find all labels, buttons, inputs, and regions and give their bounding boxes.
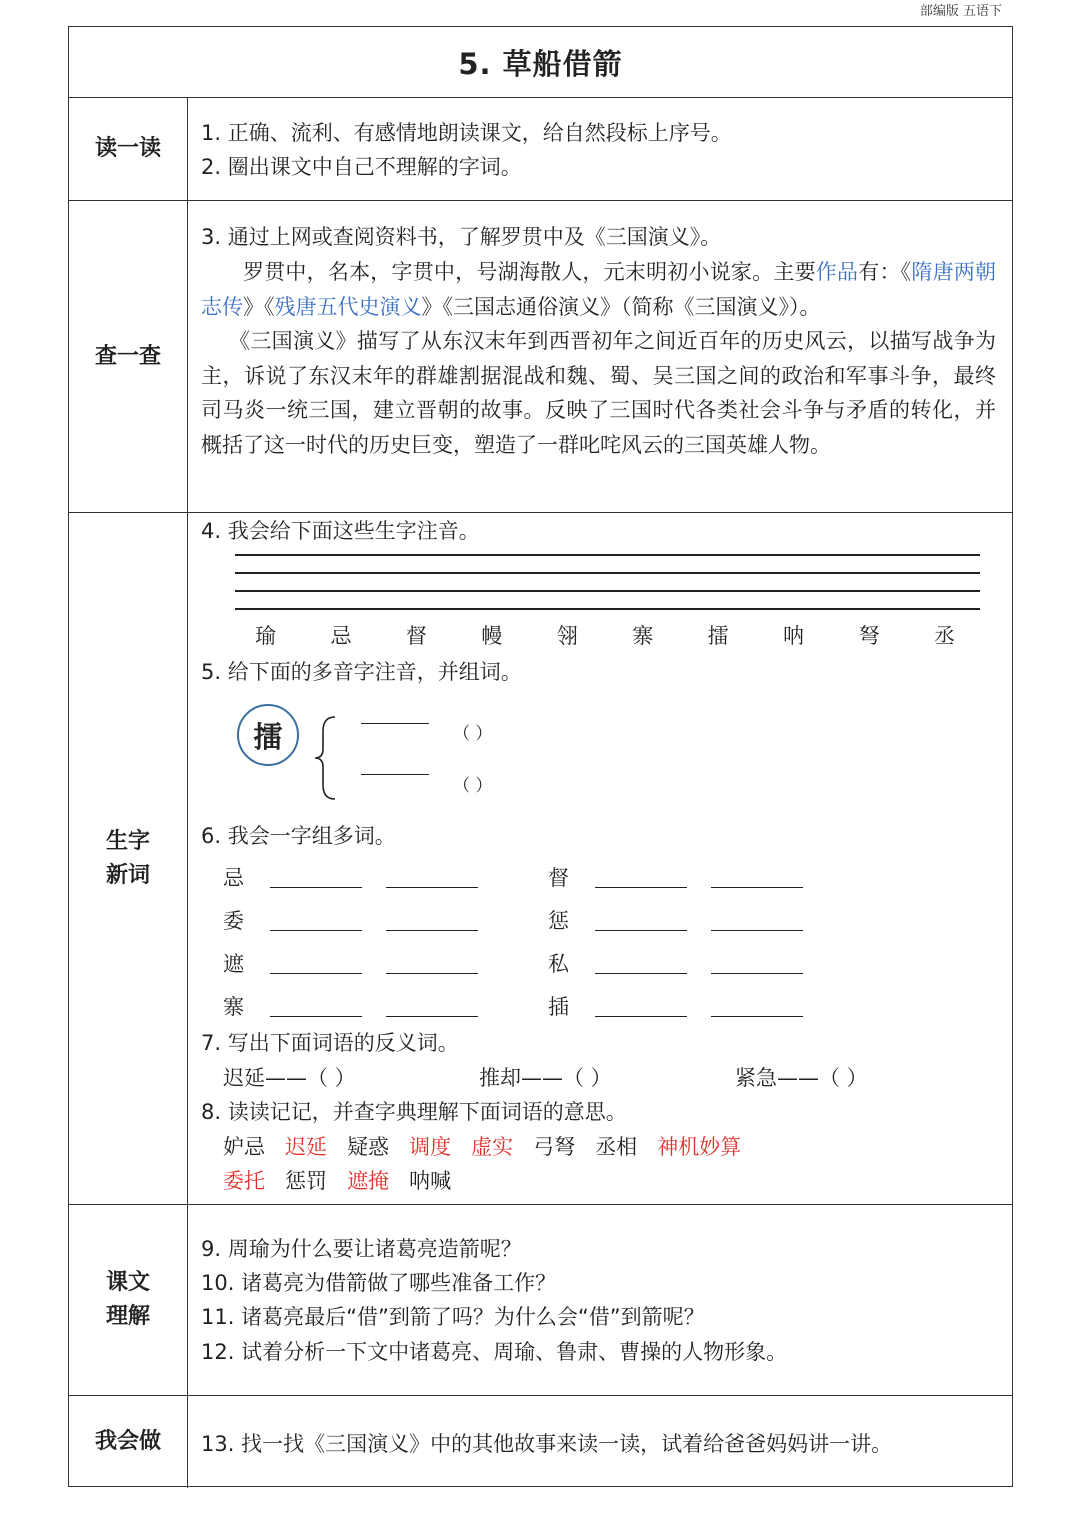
- understand-label-line2: 理解: [105, 1304, 150, 1329]
- section-label-understand: [69, 1205, 188, 1395]
- group-char: 寨: [223, 995, 244, 1019]
- group-char: 督: [548, 866, 569, 890]
- vocab-word: 委托: [223, 1169, 265, 1193]
- pinyin-blank[interactable]: [361, 723, 429, 724]
- antonym-item[interactable]: 迟延——（ ）: [223, 1066, 356, 1090]
- sanguo-summary: 《三国演义》描写了从东汉末年到西晋初年之间近百年的历史风云，以描写战争为主，诉说了东汉末年的群雄割据混战和魏、蜀、吴三国之间的政治和军事斗争，最终司马炎一统三国，建立晋朝的故事。反映了三国时代各类社会斗争与矛盾的转化，并概括了这一时代的历史巨变，塑造了一群叱咤风云的三国英雄人物。: [201, 329, 996, 457]
- pinyin-char: 擂: [707, 624, 729, 648]
- group-char: 插: [548, 995, 569, 1019]
- pinyin-char: 督: [405, 624, 427, 648]
- understand-item-11: 11. 诸葛亮最后“借”到箭了吗？为什么会“借”到箭呢？: [201, 1305, 705, 1329]
- word-blank[interactable]: [711, 930, 803, 931]
- word-paren[interactable]: （ ）: [453, 776, 493, 796]
- group-char: 私: [548, 952, 569, 976]
- word-blank[interactable]: [270, 887, 362, 888]
- word-blank[interactable]: [711, 887, 803, 888]
- pinyin-char: 翎: [556, 624, 578, 648]
- word-blank[interactable]: [386, 887, 478, 888]
- word-blank[interactable]: [386, 973, 478, 974]
- pinyin-blank[interactable]: [361, 774, 429, 775]
- vocab-word-row-2: [223, 1165, 451, 1195]
- polyphone-char-circle: 擂: [237, 704, 299, 766]
- vocab-word: 遮掩: [347, 1169, 390, 1193]
- pinyin-char: 寨: [632, 624, 654, 648]
- antonym-item[interactable]: 推却——（ ）: [479, 1066, 612, 1090]
- bio-prefix: 罗贯中，名本，字贯中，号湖海散人，元末明初小说家。主要: [243, 260, 816, 284]
- read-item-1: 1. 正确、流利、有感情地朗读课文，给自然段标上序号。: [201, 121, 732, 145]
- word-blank[interactable]: [270, 930, 362, 931]
- section-understand: [69, 1204, 1012, 1395]
- word-blank[interactable]: [711, 973, 803, 974]
- vocab-word: 呐喊: [409, 1169, 452, 1193]
- pinyin-char: 忌: [330, 624, 352, 648]
- check-question-3: 3. 通过上网或查阅资料书，了解罗贯中及《三国演义》。: [201, 225, 722, 249]
- pinyin-char: 幔: [481, 624, 503, 648]
- bio-mid: 有：《: [858, 260, 912, 284]
- brace-icon: [313, 713, 339, 803]
- vocab-question-6: 6. 我会一字组多词。: [201, 824, 396, 848]
- do-item-13: 13. 找一找《三国演义》中的其他故事来读一读，试着给爸爸妈妈讲一讲。: [201, 1432, 893, 1456]
- word-blank[interactable]: [386, 1016, 478, 1017]
- group-char: 遮: [223, 952, 244, 976]
- page-title: 5. 草船借箭: [458, 46, 623, 81]
- work-link-1[interactable]: 隋唐两朝志传: [201, 260, 997, 319]
- word-blank[interactable]: [595, 973, 687, 974]
- understand-item-10: 10. 诸葛亮为借箭做了哪些准备工作？: [201, 1271, 557, 1295]
- vocab-word: 丞相: [595, 1135, 638, 1159]
- author-bio: [201, 255, 996, 324]
- vocab-word: 弓弩: [533, 1135, 576, 1159]
- pinyin-char: 弩: [858, 624, 880, 648]
- pinyin-line: [235, 554, 980, 556]
- vocab-word-row-1: [223, 1131, 741, 1161]
- word-blank[interactable]: [595, 930, 687, 931]
- section-label-vocab: [69, 513, 188, 1204]
- antonym-item[interactable]: 紧急——（ ）: [735, 1066, 868, 1090]
- vocab-word: 虚实: [471, 1135, 514, 1159]
- pinyin-char-list: [255, 620, 955, 650]
- header-note: 部编版 五语下: [919, 4, 1002, 19]
- section-check: [69, 200, 1012, 512]
- word-blank[interactable]: [595, 1016, 687, 1017]
- vocab-question-4: 4. 我会给下面这些生字注音。: [201, 519, 480, 543]
- group-char: 惩: [548, 909, 569, 933]
- section-vocab: [69, 512, 1012, 1204]
- bio-tail: 》《三国志通俗演义》（简称《三国演义》）。: [421, 294, 821, 319]
- word-blank[interactable]: [711, 1016, 803, 1017]
- word-paren[interactable]: （ ）: [453, 724, 493, 744]
- pinyin-line: [235, 590, 980, 592]
- vocab-word: 妒忌: [223, 1135, 265, 1159]
- pinyin-char: 瑜: [255, 624, 276, 648]
- pinyin-line: [235, 608, 980, 610]
- pinyin-char: 丞: [933, 624, 955, 648]
- section-read: [69, 97, 1012, 200]
- work-link-2[interactable]: 残唐五代史演义: [274, 294, 422, 319]
- vocab-label-line2: 新词: [105, 862, 150, 888]
- group-char: 忌: [223, 866, 244, 890]
- works-link[interactable]: 作品: [815, 260, 859, 284]
- vocab-word: 神机妙算: [657, 1135, 742, 1159]
- vocab-question-7: 7. 写出下面词语的反义词。: [201, 1031, 459, 1055]
- section-label-check: 查一查: [69, 201, 188, 512]
- vocab-word: 疑惑: [347, 1135, 390, 1159]
- vocab-word: 调度: [409, 1135, 452, 1159]
- title-row: [69, 27, 1012, 97]
- pinyin-line: [235, 572, 980, 574]
- bio-sep: 》《: [243, 294, 275, 319]
- word-blank[interactable]: [595, 887, 687, 888]
- understand-item-9: 9. 周瑜为什么要让诸葛亮造箭呢？: [201, 1237, 522, 1261]
- worksheet-table: [68, 26, 1013, 1487]
- section-label-read: 读一读: [69, 98, 188, 200]
- group-char: 委: [223, 909, 244, 933]
- understand-label-line1: 课文: [105, 1270, 150, 1295]
- section-do: [69, 1395, 1012, 1488]
- word-blank[interactable]: [270, 1016, 362, 1017]
- word-blank[interactable]: [386, 930, 478, 931]
- vocab-question-5: 5. 给下面的多音字注音，并组词。: [201, 660, 522, 684]
- vocab-word: 惩罚: [285, 1169, 328, 1193]
- vocab-label-line1: 生字: [105, 828, 150, 854]
- section-label-do: 我会做: [69, 1396, 188, 1488]
- vocab-word: 迟延: [285, 1135, 328, 1159]
- word-blank[interactable]: [270, 973, 362, 974]
- pinyin-char: 呐: [783, 624, 805, 648]
- understand-item-12: 12. 试着分析一下文中诸葛亮、周瑜、鲁肃、曹操的人物形象。: [201, 1340, 788, 1364]
- read-item-2: 2. 圈出课文中自己不理解的字词。: [201, 155, 522, 179]
- vocab-question-8: 8. 读读记记，并查字典理解下面词语的意思。: [201, 1100, 627, 1124]
